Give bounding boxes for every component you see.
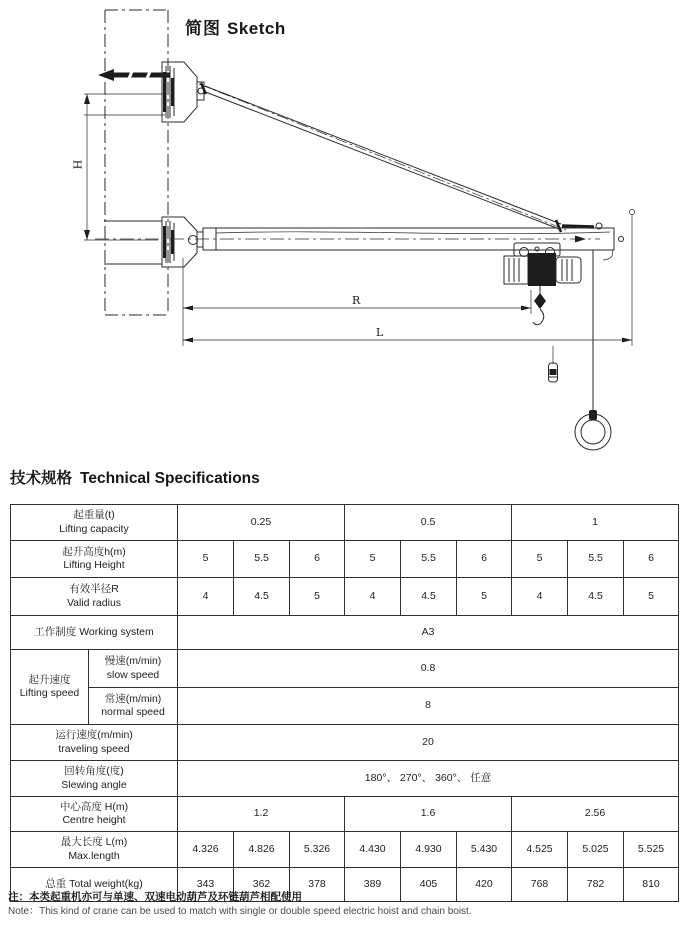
row-max-length	[11, 832, 679, 868]
jib-beam	[203, 228, 624, 260]
total-weight-value: 810	[624, 868, 679, 902]
row-slewing-angle	[11, 761, 679, 797]
total-weight-value: 768	[512, 868, 568, 902]
radius-value: 4.5	[401, 578, 457, 616]
height-value: 5.5	[401, 541, 457, 578]
max-length-value: 4.430	[345, 832, 401, 868]
slow-speed-value: 0.8	[178, 650, 679, 688]
radius-value: 4.5	[568, 578, 624, 616]
row-label-slow-speed: 慢速(m/min) slow speed	[89, 650, 178, 688]
dim-label-h: H	[70, 159, 84, 170]
height-value: 5	[178, 541, 234, 578]
traveling-speed-value: 20	[178, 725, 679, 761]
height-value: 5.5	[568, 541, 624, 578]
row-working-system	[11, 616, 679, 650]
row-label-traveling-speed: 运行速度(m/min) traveling speed	[11, 725, 178, 761]
sketch-title-zh: 简图	[185, 19, 221, 38]
row-label-lifting-capacity: 起重量(t) Lifting capacity	[11, 505, 178, 541]
hook-block	[533, 286, 546, 325]
radius-value: 4	[345, 578, 401, 616]
row-label-lifting-height: 起升高度h(m) Lifting Height	[11, 541, 178, 578]
radius-value: 5	[290, 578, 345, 616]
tie-rod	[199, 83, 602, 232]
radius-value: 5	[624, 578, 679, 616]
normal-speed-value: 8	[178, 688, 679, 725]
working-system-value: A3	[178, 616, 679, 650]
max-length-value: 4.930	[401, 832, 457, 868]
lower-bracket	[104, 217, 203, 267]
radius-value: 4	[512, 578, 568, 616]
sketch-area	[0, 0, 688, 460]
row-lifting-capacity	[11, 505, 679, 541]
row-valid-radius	[11, 578, 679, 616]
total-weight-value: 782	[568, 868, 624, 902]
sketch-title-en: Sketch	[227, 19, 286, 38]
pendant-control	[549, 346, 558, 382]
wall-anchor-arrow	[98, 69, 170, 81]
centre-height-value: 2.56	[512, 797, 679, 832]
row-traveling-speed	[11, 725, 679, 761]
max-length-value: 4.326	[178, 832, 234, 868]
section-title-zh: 技术规格	[10, 470, 73, 487]
height-value: 5.5	[234, 541, 290, 578]
capacity-value: 1	[512, 505, 679, 541]
row-label-slewing-angle: 回转角度(度) Slewing angle	[11, 761, 178, 797]
row-label-lifting-speed: 起升速度 Lifting speed	[11, 650, 89, 725]
row-label-centre-height: 中心高度 H(m) Centre height	[11, 797, 178, 832]
height-value: 6	[290, 541, 345, 578]
row-label-normal-speed: 常速(m/min) normal speed	[89, 688, 178, 725]
max-length-value: 5.430	[457, 832, 512, 868]
radius-value: 5	[457, 578, 512, 616]
height-value: 6	[624, 541, 679, 578]
max-length-value: 5.525	[624, 832, 679, 868]
section-title-en: Technical Specifications	[80, 470, 260, 487]
footnote-en: Note：This kind of crane can be used to match with single or double speed electric hoist and chain boist.	[8, 905, 472, 917]
total-weight-value: 362	[234, 868, 290, 902]
dim-label-l: L	[376, 326, 384, 339]
row-label-total-weight: 总重 Total weight(kg)	[11, 868, 178, 902]
total-weight-value: 343	[178, 868, 234, 902]
footnote-zh: 注：本类起重机亦可与单速、双速电动葫芦及环链葫芦相配使用	[8, 891, 302, 903]
radius-value: 4.5	[234, 578, 290, 616]
row-label-max-length: 最大长度 L(m) Max.length	[11, 832, 178, 868]
lifting-ring	[575, 410, 611, 450]
total-weight-value: 405	[401, 868, 457, 902]
row-slow-speed	[11, 650, 679, 688]
crane-sketch-drawing	[0, 0, 688, 460]
electric-hoist	[504, 253, 581, 286]
row-lifting-height	[11, 541, 679, 578]
height-value: 5	[512, 541, 568, 578]
section-title	[10, 466, 260, 488]
total-weight-value: 389	[345, 868, 401, 902]
row-centre-height	[11, 797, 679, 832]
wall-column	[105, 10, 168, 315]
height-value: 5	[345, 541, 401, 578]
radius-value: 4	[178, 578, 234, 616]
max-length-value: 5.025	[568, 832, 624, 868]
dim-label-r: R	[352, 294, 361, 307]
sketch-title	[185, 14, 286, 39]
footnote	[8, 891, 684, 918]
total-weight-value: 378	[290, 868, 345, 902]
max-length-value: 4.826	[234, 832, 290, 868]
dimension-h	[84, 94, 165, 240]
row-label-valid-radius: 有效半径R Valid radius	[11, 578, 178, 616]
slewing-angle-value: 180°、 270°、 360°、 任意	[178, 761, 679, 797]
row-normal-speed	[11, 688, 679, 725]
row-label-working-system: 工作制度 Working system	[11, 616, 178, 650]
spec-table	[10, 504, 679, 902]
centre-height-value: 1.6	[345, 797, 512, 832]
centre-height-value: 1.2	[178, 797, 345, 832]
beam-centerline	[95, 236, 600, 243]
total-weight-value: 420	[457, 868, 512, 902]
capacity-value: 0.25	[178, 505, 345, 541]
capacity-value: 0.5	[345, 505, 512, 541]
max-length-value: 4.525	[512, 832, 568, 868]
height-value: 6	[457, 541, 512, 578]
max-length-value: 5.326	[290, 832, 345, 868]
